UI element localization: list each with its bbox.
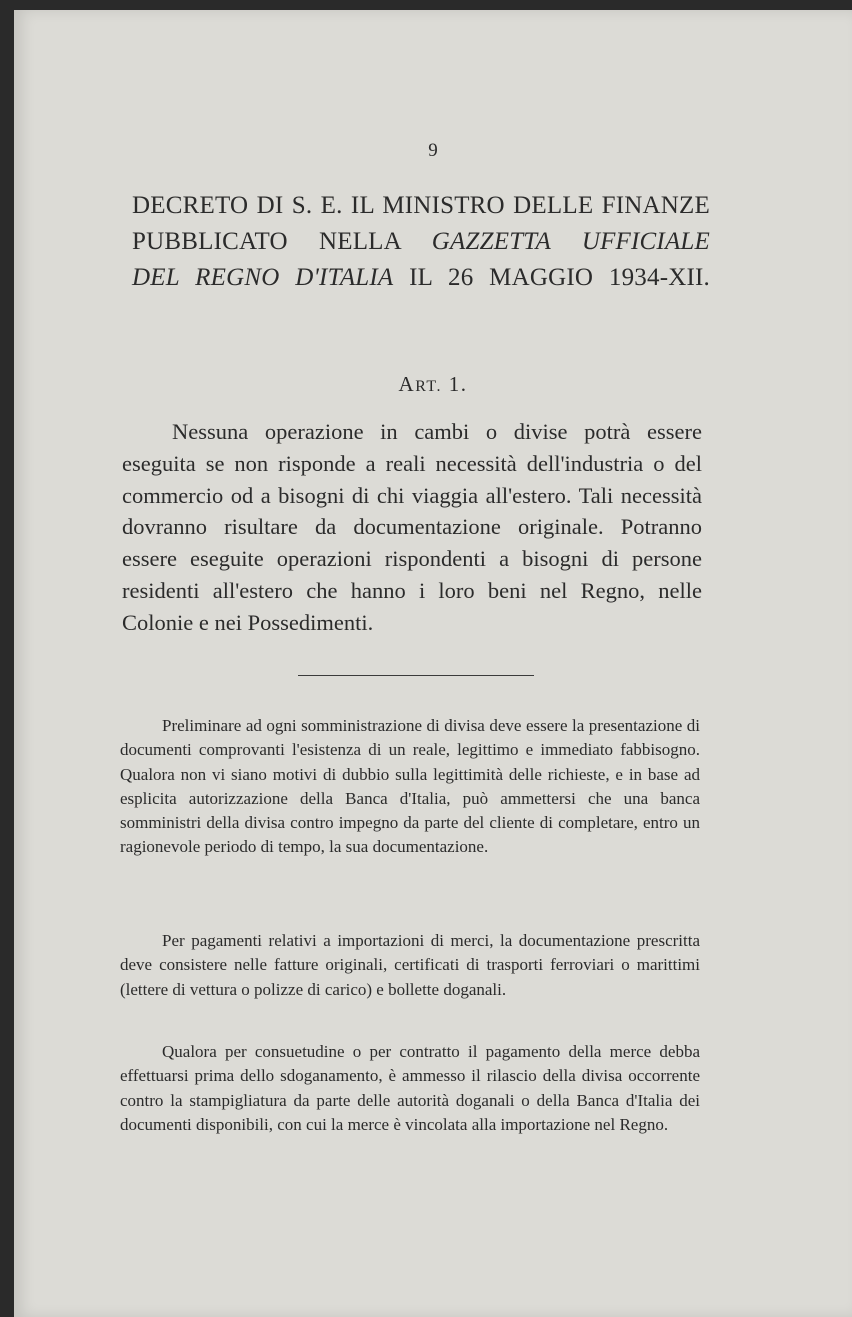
title-line-2-italic: GAZZETTA UFFICIALE	[431, 228, 710, 255]
article-heading-number: 1.	[441, 372, 468, 396]
title-line-2-text: PUBBLICATO NELLA	[132, 228, 432, 255]
article-heading-rest: RT.	[415, 378, 442, 395]
title-line-2	[132, 224, 710, 260]
note-paragraph-1: Preliminare ad ogni somministrazione di divisa deve essere la presentazione di documenti comprovanti l'esistenza di un reale, legittimo e immediato fabbisogno. Qualora non vi siano motivi di dubbio sulla legittimità delle richieste, e in base ad esplicita autorizzazione della Banca d'Italia, può ammettersi che una banca somministri della divisa contro impegno da parte del cliente di completare, entro un ragionevole periodo di tempo, la sua documentazione.	[120, 716, 700, 857]
title-line-1-text: DECRETO DI S. E. IL MINISTRO DELLE FINANZE	[132, 192, 710, 219]
article-heading-cap: A	[398, 372, 416, 396]
title-line-3-italic: DEL REGNO D'ITALIA	[132, 264, 394, 291]
title-line-3	[132, 260, 710, 296]
note-paragraph-2: Per pagamenti relativi a importazioni di merci, la documentazione prescritta deve consistere nelle fatture originali, certificati di trasporti ferroviari o marittimi (lettere di vettura o polizze di carico) e bollette doganali.	[120, 931, 700, 999]
document-page	[14, 10, 852, 1317]
article-body: Nessuna operazione in cambi o divise potrà essere eseguita se non risponde a reali necessità dell'industria o del commercio od a bisogni di chi viaggia all'estero. Tali necessità dovranno risultare da documentazione originale. Potranno essere eseguite operazioni rispondenti a bisogni di persone residenti all'estero che hanno i loro beni nel Regno, nelle Colonie e nei Possedimenti.	[122, 419, 702, 635]
note-paragraph-3: Qualora per consuetudine o per contratto il pagamento della merce debba effettuarsi prima dello sdoganamento, è ammesso il rilascio della divisa occorrente contro la stampigliatura da parte delle autorità doganali o della Banca d'Italia dei documenti disponibili, con cui la merce è vincolata alla importazione nel Regno.	[120, 1042, 700, 1134]
decree-title	[132, 188, 710, 296]
section-divider	[298, 675, 534, 676]
article-heading	[14, 372, 852, 397]
page-number: 9	[428, 140, 438, 161]
title-line-3-text: IL 26 MAGGIO 1934-XII.	[393, 264, 710, 291]
title-line-1	[132, 188, 710, 224]
